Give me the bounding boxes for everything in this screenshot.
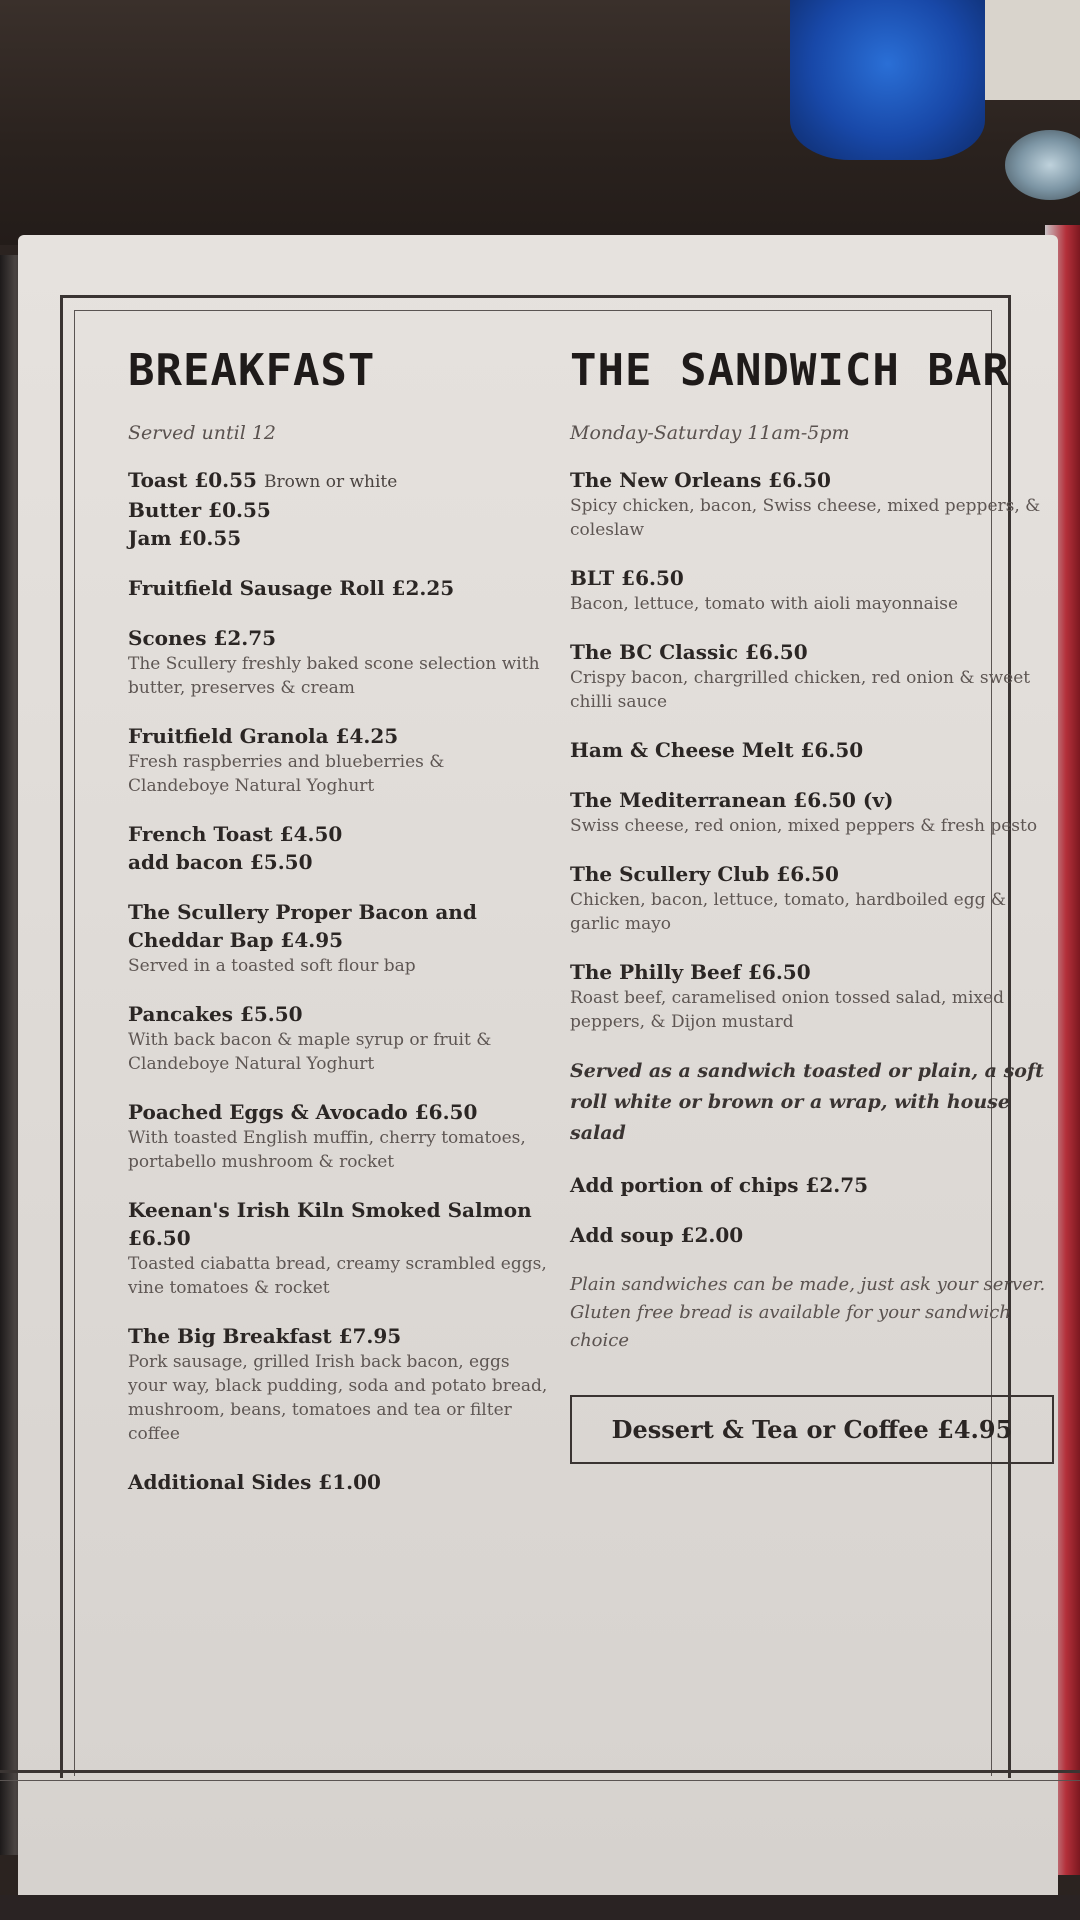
menu-item [570,1221,1050,1249]
menu-item [128,722,548,798]
menu-item [128,1098,548,1174]
menu-item [128,1196,548,1300]
served-note: Served as a sandwich toasted or plain, a soft roll white or brown or a wrap, with house salad [570,1060,1044,1144]
menu-item [570,1171,1050,1199]
item-title: Pancakes £5.50 [128,1002,303,1026]
item-title: French Toast £4.50 [128,822,343,846]
item-title: Jam £0.55 [128,526,242,550]
item-description: Pork sausage, grilled Irish back bacon, eggs your way, black pudding, soda and potato bread, mushroom, beans, tomatoes and tea or filter coffee [128,1352,548,1444]
item-title: The Philly Beef £6.50 [570,960,811,984]
napkin [985,0,1080,100]
menu-item [128,1000,548,1076]
item-title: The BC Classic £6.50 [570,640,808,664]
item-description: Crispy bacon, chargrilled chicken, red onion & sweet chilli sauce [570,668,1031,712]
item-title: The New Orleans £6.50 [570,468,831,492]
item-title: Keenan's Irish Kiln Smoked Salmon £6.50 [128,1198,532,1250]
dessert-offer-box: Dessert & Tea or Coffee £4.95 [570,1395,1054,1464]
menu-item [570,736,1050,764]
menu-item [570,564,1050,616]
menu-item [128,624,548,700]
menu-item [128,898,548,978]
item-title: Additional Sides £1.00 [128,1470,381,1494]
menu-item [128,466,548,552]
item-title: add bacon £5.50 [128,850,313,874]
item-description: Bacon, lettuce, tomato with aioli mayonnaise [570,594,959,614]
sandwich-bar-subheading: Monday-Saturday 11am-5pm [570,422,850,444]
menu-item [570,958,1050,1034]
item-title: BLT £6.50 [570,566,684,590]
breakfast-heading: BREAKFAST [128,345,376,396]
menu-item [570,466,1050,542]
sandwich-bar-heading: THE SANDWICH BAR [570,345,1010,396]
menu-item [570,860,1050,936]
item-description: Chicken, bacon, lettuce, tomato, hardboiled egg & garlic mayo [570,890,1007,934]
bottom-rule-thin [0,1780,1080,1781]
plain-sandwich-note: Plain sandwiches can be made, just ask your server. Gluten free bread is available for your sandwich choice [570,1274,1046,1351]
add-soup: Add soup £2.00 [570,1223,744,1247]
item-title: The Big Breakfast £7.95 [128,1324,402,1348]
menu-item [128,1322,548,1446]
item-description: With toasted English muffin, cherry tomatoes, portabello mushroom & rocket [128,1128,526,1172]
item-title: Toast £0.55 [128,468,257,492]
item-description: Toasted ciabatta bread, creamy scrambled eggs, vine tomatoes & rocket [128,1254,547,1298]
item-description: With back bacon & maple syrup or fruit & Clandeboye Natural Yoghurt [128,1030,492,1074]
item-description: Fresh raspberries and blueberries & Clandeboye Natural Yoghurt [128,752,445,796]
item-title: The Scullery Club £6.50 [570,862,839,886]
sandwich-bar-column [570,345,1050,1464]
item-description: Served in a toasted soft flour bap [128,956,416,976]
binder-bottom-edge [0,1895,1080,1920]
item-note: Brown or white [263,472,398,492]
menu-item [128,1468,548,1496]
item-description: The Scullery freshly baked scone selection with butter, preserves & cream [128,654,540,698]
item-description: Spicy chicken, bacon, Swiss cheese, mixed peppers, & coleslaw [570,496,1041,540]
item-title: Butter £0.55 [128,498,271,522]
item-title: Ham & Cheese Melt £6.50 [570,738,864,762]
bottom-rule [0,1770,1080,1773]
item-title: Scones £2.75 [128,626,277,650]
add-chips: Add portion of chips £2.75 [570,1173,869,1197]
item-title: The Mediterranean £6.50 (v) [570,788,894,812]
item-description: Roast beef, caramelised onion tossed salad, mixed peppers, & Dijon mustard [570,988,1004,1032]
blue-glass [790,0,985,160]
item-description: Swiss cheese, red onion, mixed peppers & fresh pesto [570,816,1038,836]
menu-item [570,638,1050,714]
item-title: The Scullery Proper Bacon and Cheddar Bap £4.95 [128,900,477,952]
breakfast-column [128,345,548,1518]
breakfast-subheading: Served until 12 [128,422,277,444]
item-title: Poached Eggs & Avocado £6.50 [128,1100,478,1124]
item-title: Fruitfield Granola £4.25 [128,724,399,748]
menu-item [128,574,548,602]
item-title: Fruitfield Sausage Roll £2.25 [128,576,455,600]
menu-item [128,820,548,876]
menu-item [570,786,1050,838]
